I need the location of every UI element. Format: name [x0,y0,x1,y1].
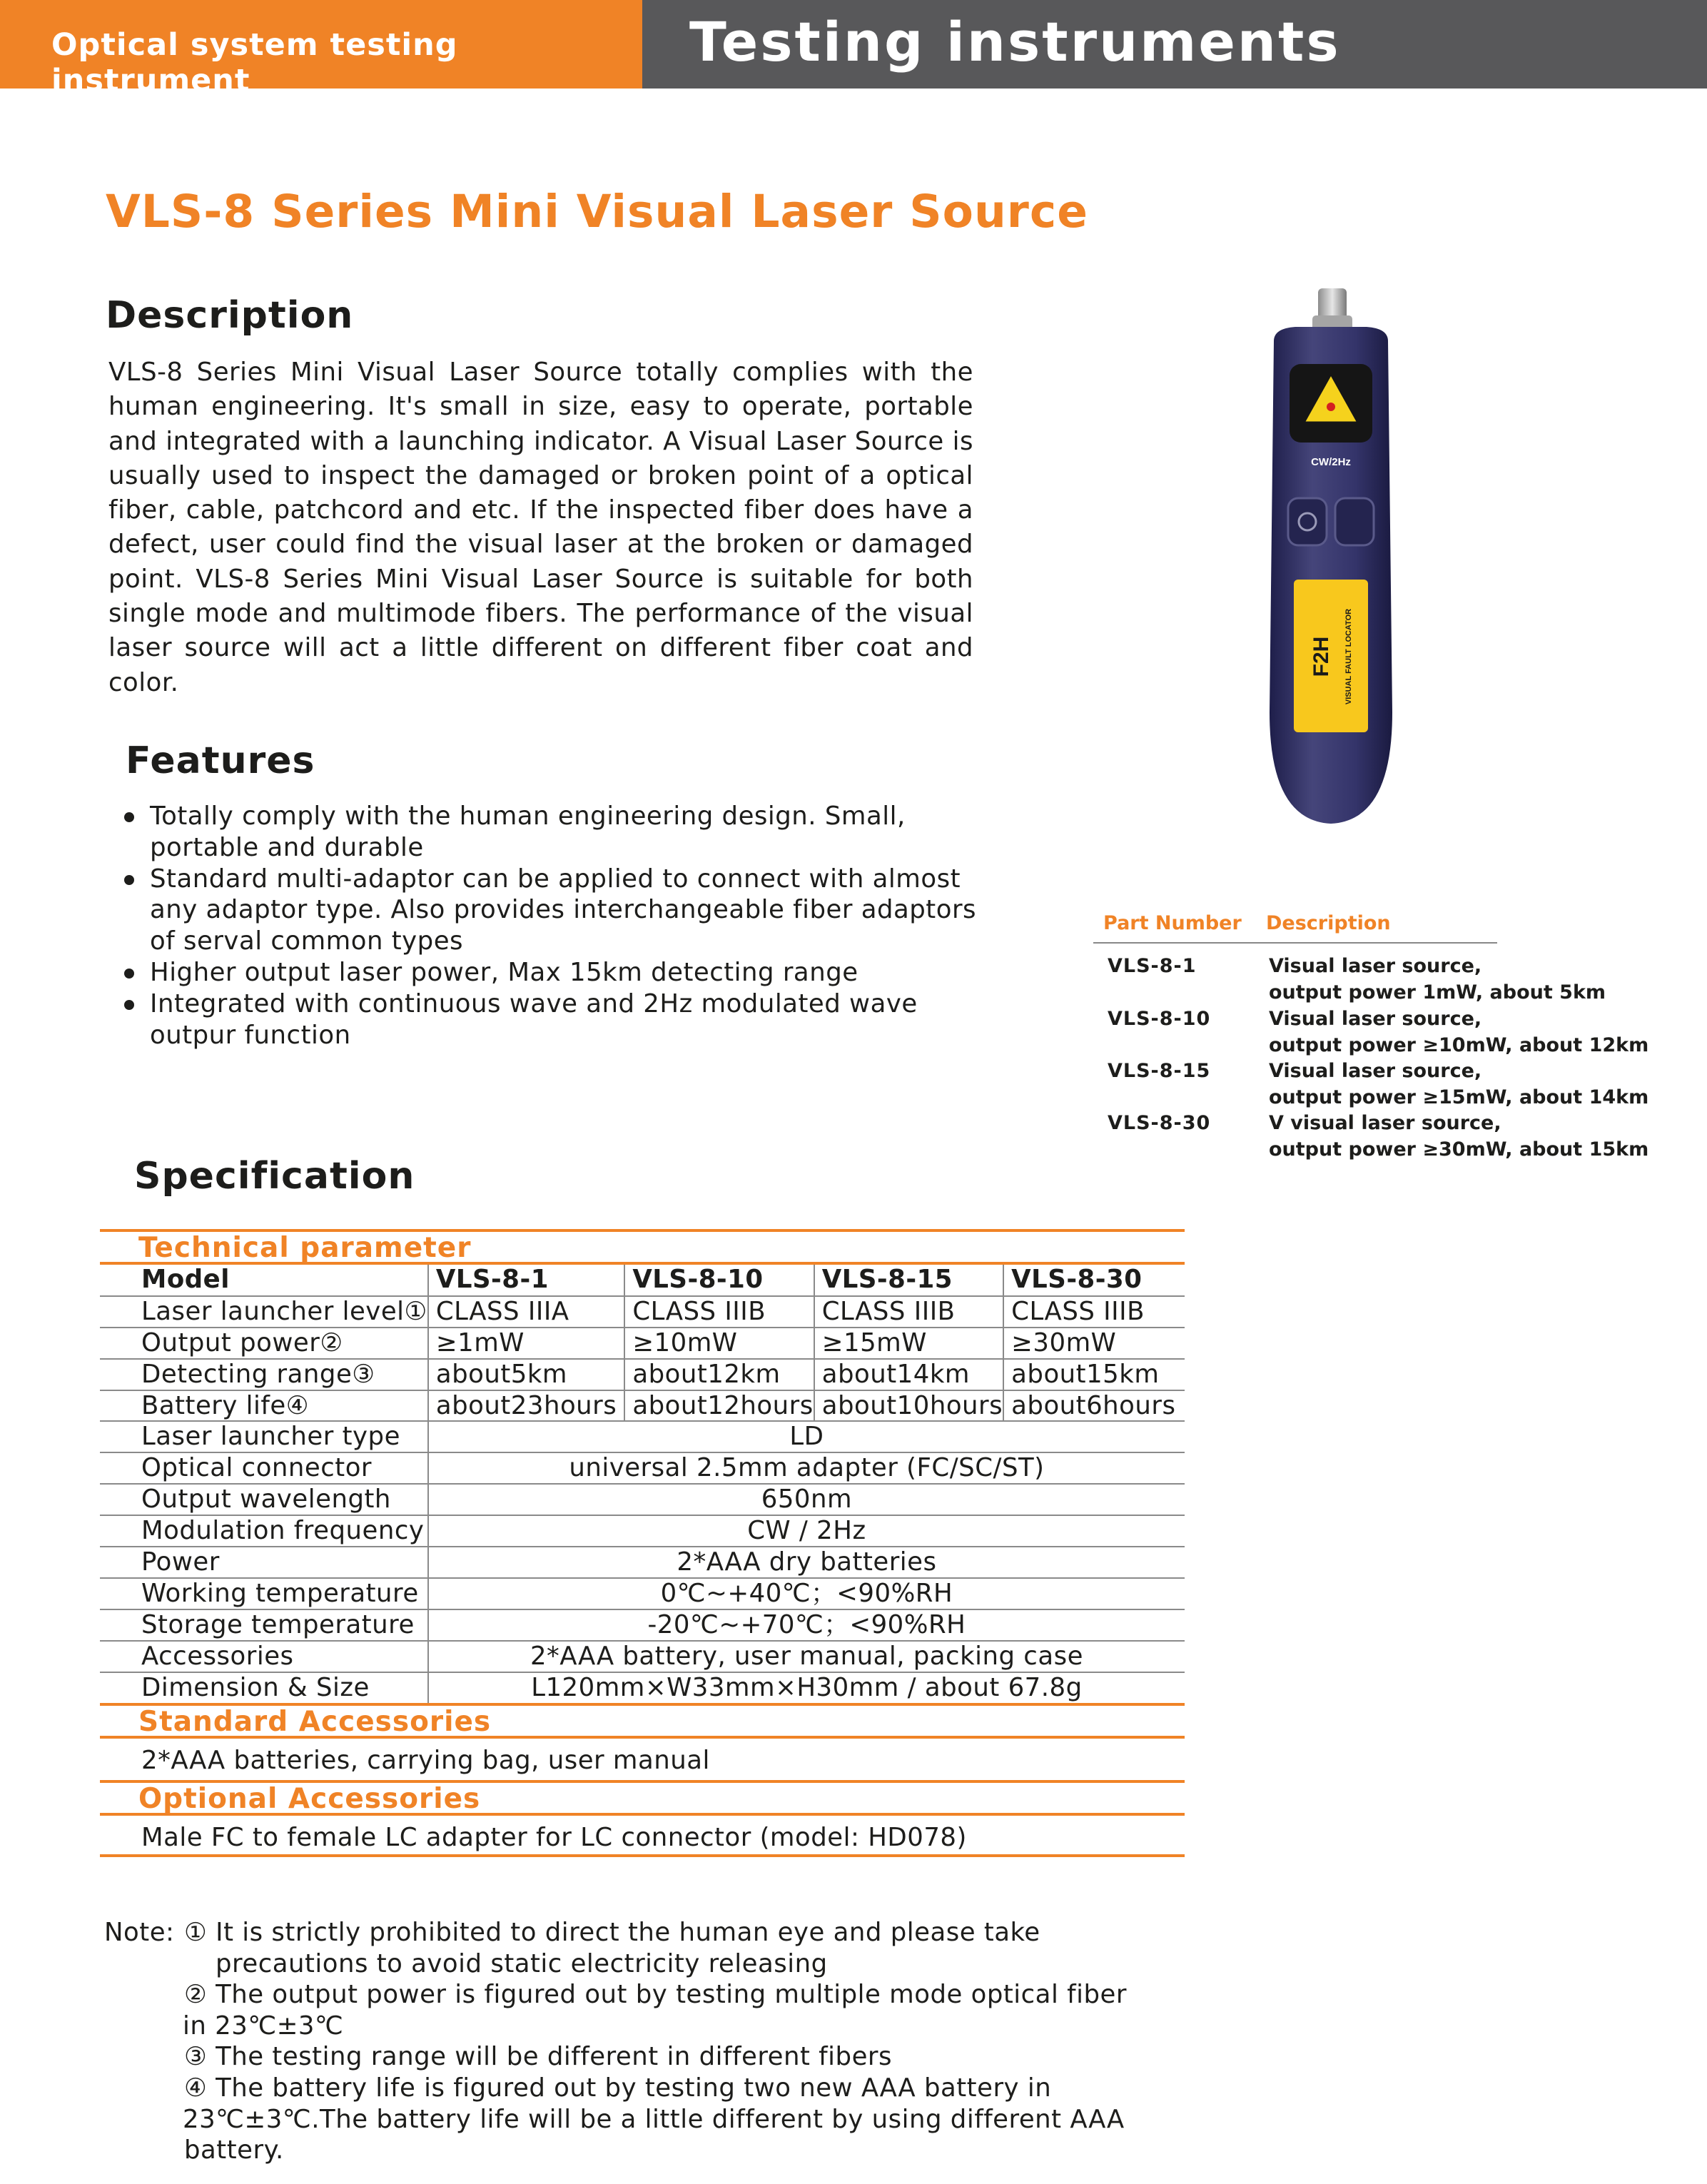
table-row: Power 2*AAA dry batteries [100,1547,1185,1578]
description-column-header: Description [1266,912,1391,934]
description-heading: Description [106,294,354,337]
part-number-column-header: Part Number [1103,912,1242,934]
table-row: Dimension & Size L120mm×W33mm×H30mm / about 67.8g [100,1672,1185,1704]
note-label: Note: [104,1918,175,1947]
table-row: Working temperature 0℃~+40℃；<90%RH [100,1578,1185,1609]
header-category-bar [642,0,1707,89]
part-table-header [1093,908,1497,944]
table-row: Modulation frequency CW / 2Hz [100,1515,1185,1547]
product-title: VLS-8 Series Mini Visual Laser Source [106,186,1088,238]
power-button [1288,498,1327,545]
bullet-icon [124,1000,134,1010]
visual-fault-locator-image [1252,284,1409,834]
feature-item: Totally comply with the human engineering design. Small, portable and durable [121,801,992,864]
technical-parameter-table [100,1265,1185,1703]
bullet-icon [124,969,134,979]
table-row: Battery life④ about23hours about12hours about10hours about6hours [100,1390,1185,1422]
standard-accessories-text: 2*AAA batteries, carrying bag, user manual [141,1746,710,1776]
optional-accessories-text: Male FC to female LC adapter for LC connector (model: HD078) [100,1816,1185,1857]
technical-parameter-header: Technical parameter [100,1229,1185,1265]
header-section-label: Optical system testing instrument [51,27,458,98]
table-row: Optical connector universal 2.5mm adapter (FC/SC/ST) [100,1452,1185,1484]
standard-accessories-header: Standard Accessories [100,1703,1185,1739]
mode-label: CW/2Hz [1311,456,1351,468]
optional-accessories-header: Optional Accessories [100,1780,1185,1816]
note-line: 23℃±3℃.The battery life will be a little different by using different AAA [183,2104,1125,2134]
features-list [121,801,992,1051]
table-row: Storage temperature -20℃~+70℃；<90%RH [100,1609,1185,1641]
table-row: Output power② ≥1mW ≥10mW ≥15mW ≥30mW [100,1328,1185,1359]
header-category-label: Testing instruments [689,10,1341,74]
description-text: VLS-8 Series Mini Visual Laser Source totally complies with the human engineering. It's small in size, easy to operate, portable and integrated with a launching indicator. A Visual Laser Source is usually used to inspect the damaged or broken point of a optical fiber, cable, patchcord and etc. If the inspected fiber does have a defect, user could find the visual laser at the broken or damaged point. VLS-8 Series Mini Visual Laser Source is suitable for both single mode and multimode fibers. The performance of the visual laser source will act a little different on different fiber coat and color. [108,358,973,697]
feature-item: Standard multi-adaptor can be applied to connect with almost any adaptor type. Also provides interchangeable fiber adaptors of serval common types [121,864,992,957]
note-line: battery. [184,2135,284,2165]
note-line: Note: ① It is strictly prohibited to direct the human eye and please take [104,1918,1040,1947]
table-row: Laser launcher type LD [100,1421,1185,1452]
laser-dot-icon [1327,403,1335,411]
notes-block [104,1917,1175,2166]
specification-heading: Specification [134,1155,415,1198]
features-heading: Features [126,739,315,782]
table-row: Laser launcher level① CLASS IIIA CLASS IIIB CLASS IIIB CLASS IIIB [100,1296,1185,1328]
brand-label: F2H [1310,636,1333,677]
feature-item: Integrated with continuous wave and 2Hz modulated wave outpur function [121,989,992,1051]
note-line: in 23℃±3℃ [183,2011,344,2041]
product-type-label: VISUAL FAULT LOCATOR [1344,608,1353,705]
note-line: precautions to avoid static electricity releasing [216,1948,828,1978]
feature-item: Higher output laser power, Max 15km detecting range [121,957,992,989]
table-row: Accessories 2*AAA battery, user manual, packing case [100,1641,1185,1672]
bullet-icon [124,875,134,885]
mode-button [1335,498,1374,545]
bullet-icon [124,812,134,822]
table-row: Detecting range③ about5km about12km about14km about15km [100,1359,1185,1390]
note-line: ③ The testing range will be different in different fibers [184,2042,893,2072]
model-row: Model VLS-8-1 VLS-8-10 VLS-8-15 VLS-8-30 [100,1265,1185,1296]
specification-table-block [100,1229,1185,1857]
header-section-bar [0,0,642,98]
table-row: Output wavelength 650nm [100,1484,1185,1515]
note-line: ② The output power is figured out by testing multiple mode optical fiber [184,1980,1127,2010]
fiber-connector [1318,288,1347,320]
note-line: ④ The battery life is figured out by testing two new AAA battery in [184,2073,1052,2103]
